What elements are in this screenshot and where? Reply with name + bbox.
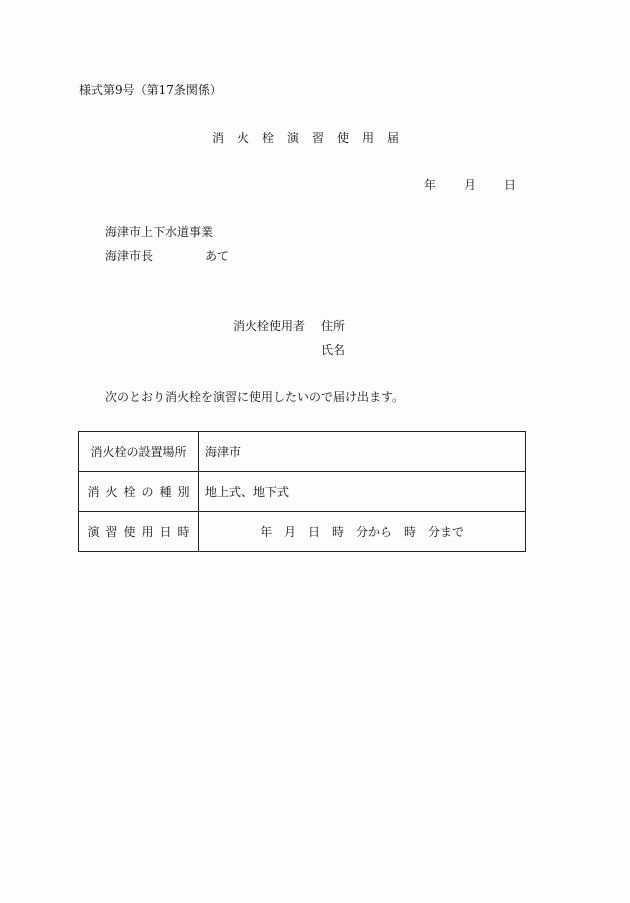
document-title: 消火栓演習使用届 [212, 131, 413, 145]
type-value: 地上式、地下式 [199, 472, 526, 512]
statement-text: 次のとおり消火栓を演習に使用したいので届け出ます。 [105, 390, 405, 404]
table-row [79, 432, 526, 472]
location-value: 海津市 [199, 432, 526, 472]
location-label: 消火栓の設置場所 [79, 432, 199, 472]
applicant-name-label: 氏名 [321, 343, 346, 357]
addressee-line [105, 249, 229, 263]
date-day-label: 日 [504, 178, 517, 192]
date-line [424, 178, 516, 192]
form-number: 様式第9号（第17条関係） [79, 83, 222, 97]
info-table [78, 431, 526, 552]
table-row [79, 512, 526, 552]
datetime-value: 年 月 日 時 分から 時 分まで [199, 512, 526, 552]
table-row [79, 472, 526, 512]
applicant-label: 消火栓使用者 [233, 319, 306, 333]
addressee-organization: 海津市上下水道事業 [105, 225, 214, 239]
addressee-honorific: あて [205, 249, 230, 263]
addressee-mayor: 海津市長 [105, 249, 154, 263]
date-year-label: 年 [424, 178, 437, 192]
date-month-label: 月 [464, 178, 477, 192]
applicant-address-label: 住所 [321, 319, 346, 333]
datetime-label: 演習使用日時 [79, 512, 199, 552]
type-label: 消火栓の種別 [79, 472, 199, 512]
